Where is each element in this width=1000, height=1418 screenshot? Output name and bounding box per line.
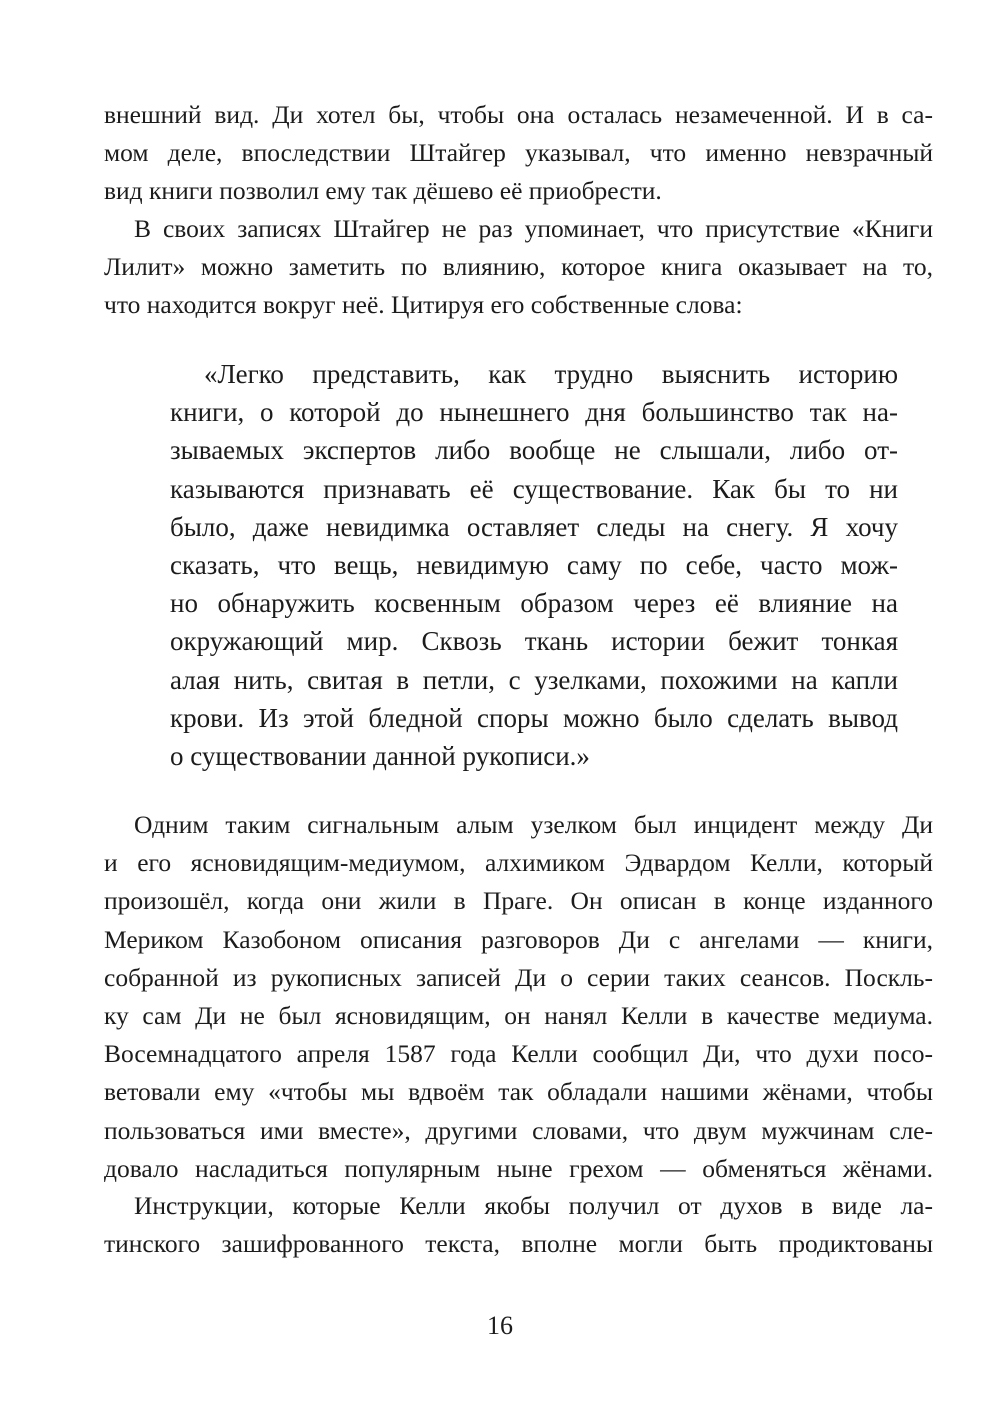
- text-line: Лилит» можно заметить по влиянию, которое книга оказывает на то,: [104, 252, 933, 282]
- text-line: внешний вид. Ди хотел бы, чтобы она осталась незамеченной. И в са-: [104, 100, 933, 129]
- text-line: ку сам Ди не был ясновидящим, он нанял Келли в качестве медиума.: [104, 1000, 933, 1030]
- quote-line: «Легко представить, как трудно выяснить историю: [204, 359, 898, 389]
- text-line: Инструкции, которые Келли якобы получил от духов в виде ла-: [134, 1191, 933, 1220]
- text-line: В своих записях Штайгер не раз упоминает, что присутствие «Книги: [134, 214, 933, 243]
- text-line: пользоваться ими вместе», другими словами, что двум мужчинам сле-: [104, 1115, 933, 1145]
- page-number: 16: [487, 1311, 513, 1340]
- text-line: довало насладиться популярным ныне грехом — обменяться жёнами.: [104, 1153, 933, 1183]
- text-line: и его ясновидящим-медиумом, алхимиком Эдвардом Келли, который: [104, 848, 933, 878]
- quote-line: алая нить, свитая в петли, с узелками, похожими на капли: [170, 664, 898, 695]
- quote-line: книги, о которой до нынешнего дня большинство так на-: [170, 397, 898, 428]
- text-line: собранной из рукописных записей Ди о серии таких сеансов. Поскль-: [104, 962, 933, 992]
- text-line: мом деле, впоследствии Штайгер указывал, что именно невзрачный: [104, 138, 933, 168]
- text-line: Одним таким сигнальным алым узелком был инцидент между Ди: [134, 810, 933, 839]
- paragraph: [104, 806, 933, 1188]
- text-line: Мериком Казобоном описания разговоров Ди с ангелами — книги,: [104, 924, 933, 954]
- text-line: Восемнадцатого апреля 1587 года Келли сообщил Ди, что духи посо-: [104, 1039, 933, 1069]
- quote-line: окружающий мир. Сквозь ткань истории бежит тонкая: [170, 626, 898, 657]
- quote-line: сказать, что вещь, невидимую саму по себе, часто мож-: [170, 549, 898, 580]
- quote-line: крови. Из этой бледной споры можно было сделать вывод: [170, 702, 898, 733]
- paragraph: [104, 1187, 933, 1263]
- quote-line: о существовании данной рукописи.»: [170, 740, 590, 771]
- block-quote: [170, 355, 898, 775]
- quote-line: казываются признавать её существование. Как бы то ни: [170, 473, 898, 504]
- text-line: вид книги позволил ему так дёшево её приобрести.: [104, 176, 662, 206]
- paragraph: [104, 96, 933, 211]
- quote-line: было, даже невидимка оставляет следы на снегу. Я хочу: [170, 511, 898, 542]
- quote-line: но обнаружить косвенным образом через её влияние на: [170, 588, 898, 619]
- text-line: тинского зашифрованного текста, вполне могли быть продиктованы: [104, 1229, 933, 1259]
- text-line: что находится вокруг неё. Цитируя его собственные слова:: [104, 290, 743, 320]
- text-line: ветовали ему «чтобы мы вдвоём так обладали нашими жёнами, чтобы: [104, 1077, 933, 1107]
- paragraph: [104, 210, 933, 325]
- text-line: произошёл, когда они жили в Праге. Он описан в конце изданного: [104, 886, 933, 916]
- quote-line: зываемых экспертов либо вообще не слышали, либо от-: [170, 435, 898, 466]
